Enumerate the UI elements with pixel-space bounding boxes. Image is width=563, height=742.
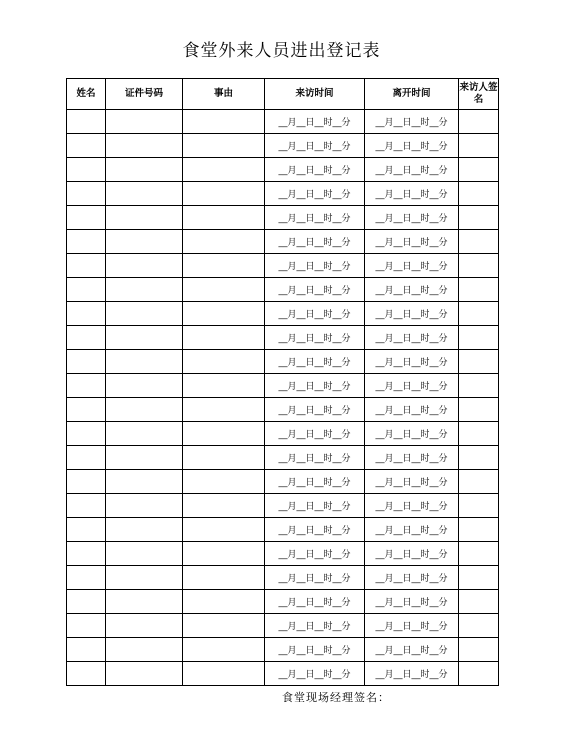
name-cell[interactable] — [67, 494, 106, 518]
reason-cell[interactable] — [183, 254, 265, 278]
id-number-cell[interactable] — [106, 350, 183, 374]
departure-time-cell[interactable] — [365, 446, 459, 470]
name-cell[interactable] — [67, 470, 106, 494]
visitor-signature-cell[interactable] — [459, 446, 499, 470]
column-header-id-number: 证件号码 — [106, 79, 183, 110]
visitor-signature-cell[interactable] — [459, 302, 499, 326]
departure-time-cell[interactable] — [365, 302, 459, 326]
name-cell[interactable] — [67, 254, 106, 278]
time-fill-blank: __月__日__时__分 — [375, 502, 448, 512]
time-fill-blank: __月__日__时__分 — [375, 478, 448, 488]
name-cell[interactable] — [67, 326, 106, 350]
name-cell[interactable] — [67, 566, 106, 590]
time-fill-blank: __月__日__时__分 — [375, 166, 448, 176]
arrival-time-cell[interactable] — [265, 518, 365, 542]
table-row — [67, 398, 499, 422]
table-row — [67, 446, 499, 470]
id-number-cell[interactable] — [106, 302, 183, 326]
reason-cell[interactable] — [183, 638, 265, 662]
arrival-time-cell[interactable] — [265, 206, 365, 230]
time-fill-blank: __月__日__时__分 — [375, 310, 448, 320]
departure-time-cell[interactable] — [365, 662, 459, 686]
name-cell[interactable] — [67, 206, 106, 230]
visitor-log-table — [66, 78, 499, 686]
visitor-signature-cell[interactable] — [459, 326, 499, 350]
visitor-signature-cell[interactable] — [459, 542, 499, 566]
time-fill-blank: __月__日__时__分 — [375, 574, 448, 584]
name-cell[interactable] — [67, 182, 106, 206]
id-number-cell[interactable] — [106, 110, 183, 134]
column-header-visitor-signature: 来访人签名 — [459, 79, 499, 110]
table-row — [67, 638, 499, 662]
id-number-cell[interactable] — [106, 254, 183, 278]
visitor-signature-cell[interactable] — [459, 182, 499, 206]
time-fill-blank: __月__日__时__分 — [375, 190, 448, 200]
id-number-cell[interactable] — [106, 206, 183, 230]
time-fill-blank: __月__日__时__分 — [375, 118, 448, 128]
table-row — [67, 158, 499, 182]
departure-time-cell[interactable] — [365, 470, 459, 494]
id-number-cell[interactable] — [106, 542, 183, 566]
time-fill-blank: __月__日__时__分 — [375, 526, 448, 536]
id-number-cell[interactable] — [106, 398, 183, 422]
name-cell[interactable] — [67, 110, 106, 134]
reason-cell[interactable] — [183, 614, 265, 638]
time-fill-blank: __月__日__时__分 — [375, 454, 448, 464]
arrival-time-cell[interactable] — [265, 590, 365, 614]
id-number-cell[interactable] — [106, 374, 183, 398]
reason-cell[interactable] — [183, 542, 265, 566]
reason-cell[interactable] — [183, 518, 265, 542]
reason-cell[interactable] — [183, 398, 265, 422]
arrival-time-cell[interactable] — [265, 230, 365, 254]
visitor-signature-cell[interactable] — [459, 134, 499, 158]
time-fill-blank: __月__日__时__分 — [375, 214, 448, 224]
id-number-cell[interactable] — [106, 614, 183, 638]
departure-time-cell[interactable] — [365, 278, 459, 302]
table-row — [67, 662, 499, 686]
departure-time-cell[interactable] — [365, 326, 459, 350]
arrival-time-cell[interactable] — [265, 422, 365, 446]
time-fill-blank: __月__日__时__分 — [278, 622, 351, 632]
arrival-time-cell[interactable] — [265, 182, 365, 206]
reason-cell[interactable] — [183, 110, 265, 134]
time-fill-blank: __月__日__时__分 — [278, 190, 351, 200]
table-header-row — [67, 79, 499, 110]
reason-cell[interactable] — [183, 326, 265, 350]
time-fill-blank: __月__日__时__分 — [278, 478, 351, 488]
id-number-cell[interactable] — [106, 422, 183, 446]
time-fill-blank: __月__日__时__分 — [278, 550, 351, 560]
time-fill-blank: __月__日__时__分 — [278, 646, 351, 656]
arrival-time-cell[interactable] — [265, 446, 365, 470]
time-fill-blank: __月__日__时__分 — [375, 406, 448, 416]
table-row — [67, 206, 499, 230]
time-fill-blank: __月__日__时__分 — [375, 142, 448, 152]
id-number-cell[interactable] — [106, 326, 183, 350]
id-number-cell[interactable] — [106, 470, 183, 494]
reason-cell[interactable] — [183, 206, 265, 230]
arrival-time-cell[interactable] — [265, 278, 365, 302]
arrival-time-cell[interactable] — [265, 134, 365, 158]
time-fill-blank: __月__日__时__分 — [375, 646, 448, 656]
name-cell[interactable] — [67, 590, 106, 614]
name-cell[interactable] — [67, 134, 106, 158]
reason-cell[interactable] — [183, 302, 265, 326]
visitor-signature-cell[interactable] — [459, 230, 499, 254]
name-cell[interactable] — [67, 278, 106, 302]
departure-time-cell[interactable] — [365, 158, 459, 182]
time-fill-blank: __月__日__时__分 — [278, 430, 351, 440]
table-row — [67, 614, 499, 638]
time-fill-blank: __月__日__时__分 — [278, 142, 351, 152]
time-fill-blank: __月__日__时__分 — [278, 358, 351, 368]
table-row — [67, 302, 499, 326]
id-number-cell[interactable] — [106, 134, 183, 158]
reason-cell[interactable] — [183, 566, 265, 590]
departure-time-cell[interactable] — [365, 566, 459, 590]
table-row — [67, 134, 499, 158]
id-number-cell[interactable] — [106, 590, 183, 614]
time-fill-blank: __月__日__时__分 — [278, 526, 351, 536]
reason-cell[interactable] — [183, 230, 265, 254]
visitor-signature-cell[interactable] — [459, 590, 499, 614]
time-fill-blank: __月__日__时__分 — [278, 382, 351, 392]
table-row — [67, 422, 499, 446]
departure-time-cell[interactable] — [365, 638, 459, 662]
departure-time-cell[interactable] — [365, 110, 459, 134]
reason-cell[interactable] — [183, 158, 265, 182]
table-row — [67, 350, 499, 374]
arrival-time-cell[interactable] — [265, 614, 365, 638]
visitor-signature-cell[interactable] — [459, 278, 499, 302]
id-number-cell[interactable] — [106, 158, 183, 182]
arrival-time-cell[interactable] — [265, 494, 365, 518]
name-cell[interactable] — [67, 446, 106, 470]
visitor-signature-cell[interactable] — [459, 110, 499, 134]
name-cell[interactable] — [67, 350, 106, 374]
reason-cell[interactable] — [183, 182, 265, 206]
arrival-time-cell[interactable] — [265, 374, 365, 398]
name-cell[interactable] — [67, 398, 106, 422]
id-number-cell[interactable] — [106, 566, 183, 590]
arrival-time-cell[interactable] — [265, 110, 365, 134]
time-fill-blank: __月__日__时__分 — [278, 334, 351, 344]
name-cell[interactable] — [67, 614, 106, 638]
name-cell[interactable] — [67, 662, 106, 686]
departure-time-cell[interactable] — [365, 590, 459, 614]
departure-time-cell[interactable] — [365, 230, 459, 254]
column-header-reason: 事由 — [183, 79, 265, 110]
name-cell[interactable] — [67, 638, 106, 662]
departure-time-cell[interactable] — [365, 494, 459, 518]
column-header-arrival-time: 来访时间 — [265, 79, 365, 110]
time-fill-blank: __月__日__时__分 — [278, 574, 351, 584]
visitor-signature-cell[interactable] — [459, 494, 499, 518]
time-fill-blank: __月__日__时__分 — [375, 334, 448, 344]
arrival-time-cell[interactable] — [265, 542, 365, 566]
id-number-cell[interactable] — [106, 446, 183, 470]
table-row — [67, 182, 499, 206]
visitor-signature-cell[interactable] — [459, 398, 499, 422]
visitor-signature-cell[interactable] — [459, 566, 499, 590]
time-fill-blank: __月__日__时__分 — [375, 238, 448, 248]
visitor-signature-cell[interactable] — [459, 470, 499, 494]
table-row — [67, 230, 499, 254]
id-number-cell[interactable] — [106, 518, 183, 542]
arrival-time-cell[interactable] — [265, 566, 365, 590]
arrival-time-cell[interactable] — [265, 662, 365, 686]
id-number-cell[interactable] — [106, 494, 183, 518]
visitor-signature-cell[interactable] — [459, 518, 499, 542]
form-title: 食堂外来人员进出登记表 — [182, 41, 381, 61]
name-cell[interactable] — [67, 158, 106, 182]
reason-cell[interactable] — [183, 590, 265, 614]
departure-time-cell[interactable] — [365, 374, 459, 398]
arrival-time-cell[interactable] — [265, 350, 365, 374]
departure-time-cell[interactable] — [365, 182, 459, 206]
time-fill-blank: __月__日__时__分 — [278, 454, 351, 464]
name-cell[interactable] — [67, 518, 106, 542]
departure-time-cell[interactable] — [365, 254, 459, 278]
reason-cell[interactable] — [183, 662, 265, 686]
arrival-time-cell[interactable] — [265, 254, 365, 278]
departure-time-cell[interactable] — [365, 206, 459, 230]
time-fill-blank: __月__日__时__分 — [278, 262, 351, 272]
time-fill-blank: __月__日__时__分 — [278, 598, 351, 608]
time-fill-blank: __月__日__时__分 — [278, 238, 351, 248]
departure-time-cell[interactable] — [365, 134, 459, 158]
table-row — [67, 494, 499, 518]
time-fill-blank: __月__日__时__分 — [278, 214, 351, 224]
name-cell[interactable] — [67, 230, 106, 254]
time-fill-blank: __月__日__时__分 — [375, 670, 448, 680]
departure-time-cell[interactable] — [365, 422, 459, 446]
arrival-time-cell[interactable] — [265, 302, 365, 326]
time-fill-blank: __月__日__时__分 — [375, 286, 448, 296]
table-row — [67, 566, 499, 590]
arrival-time-cell[interactable] — [265, 326, 365, 350]
table-row — [67, 278, 499, 302]
departure-time-cell[interactable] — [365, 542, 459, 566]
reason-cell[interactable] — [183, 422, 265, 446]
reason-cell[interactable] — [183, 134, 265, 158]
table-row — [67, 254, 499, 278]
departure-time-cell[interactable] — [365, 518, 459, 542]
id-number-cell[interactable] — [106, 182, 183, 206]
time-fill-blank: __月__日__时__分 — [278, 406, 351, 416]
table-row — [67, 542, 499, 566]
id-number-cell[interactable] — [106, 278, 183, 302]
reason-cell[interactable] — [183, 446, 265, 470]
id-number-cell[interactable] — [106, 230, 183, 254]
table-row — [67, 110, 499, 134]
reason-cell[interactable] — [183, 350, 265, 374]
table-row — [67, 326, 499, 350]
arrival-time-cell[interactable] — [265, 398, 365, 422]
name-cell[interactable] — [67, 374, 106, 398]
reason-cell[interactable] — [183, 470, 265, 494]
time-fill-blank: __月__日__时__分 — [375, 382, 448, 392]
name-cell[interactable] — [67, 302, 106, 326]
table-row — [67, 470, 499, 494]
visitor-signature-cell[interactable] — [459, 614, 499, 638]
reason-cell[interactable] — [183, 374, 265, 398]
time-fill-blank: __月__日__时__分 — [375, 550, 448, 560]
time-fill-blank: __月__日__时__分 — [375, 598, 448, 608]
arrival-time-cell[interactable] — [265, 158, 365, 182]
time-fill-blank: __月__日__时__分 — [375, 430, 448, 440]
time-fill-blank: __月__日__时__分 — [375, 262, 448, 272]
table-row — [67, 374, 499, 398]
visitor-signature-cell[interactable] — [459, 422, 499, 446]
arrival-time-cell[interactable] — [265, 638, 365, 662]
name-cell[interactable] — [67, 422, 106, 446]
visitor-signature-cell[interactable] — [459, 662, 499, 686]
visitor-signature-cell[interactable] — [459, 638, 499, 662]
time-fill-blank: __月__日__时__分 — [278, 502, 351, 512]
reason-cell[interactable] — [183, 278, 265, 302]
arrival-time-cell[interactable] — [265, 470, 365, 494]
departure-time-cell[interactable] — [365, 398, 459, 422]
time-fill-blank: __月__日__时__分 — [278, 166, 351, 176]
column-header-departure-time: 离开时间 — [365, 79, 459, 110]
time-fill-blank: __月__日__时__分 — [375, 622, 448, 632]
visitor-signature-cell[interactable] — [459, 374, 499, 398]
manager-signature-label: 食堂现场经理签名： — [282, 691, 390, 704]
departure-time-cell[interactable] — [365, 614, 459, 638]
time-fill-blank: __月__日__时__分 — [278, 286, 351, 296]
name-cell[interactable] — [67, 542, 106, 566]
table-row — [67, 590, 499, 614]
reason-cell[interactable] — [183, 494, 265, 518]
time-fill-blank: __月__日__时__分 — [278, 310, 351, 320]
id-number-cell[interactable] — [106, 662, 183, 686]
time-fill-blank: __月__日__时__分 — [278, 118, 351, 128]
column-header-name: 姓名 — [67, 79, 106, 110]
table-body — [67, 110, 499, 686]
visitor-signature-cell[interactable] — [459, 158, 499, 182]
id-number-cell[interactable] — [106, 638, 183, 662]
time-fill-blank: __月__日__时__分 — [278, 670, 351, 680]
visitor-signature-cell[interactable] — [459, 254, 499, 278]
time-fill-blank: __月__日__时__分 — [375, 358, 448, 368]
table-row — [67, 518, 499, 542]
departure-time-cell[interactable] — [365, 350, 459, 374]
visitor-signature-cell[interactable] — [459, 350, 499, 374]
visitor-signature-cell[interactable] — [459, 206, 499, 230]
